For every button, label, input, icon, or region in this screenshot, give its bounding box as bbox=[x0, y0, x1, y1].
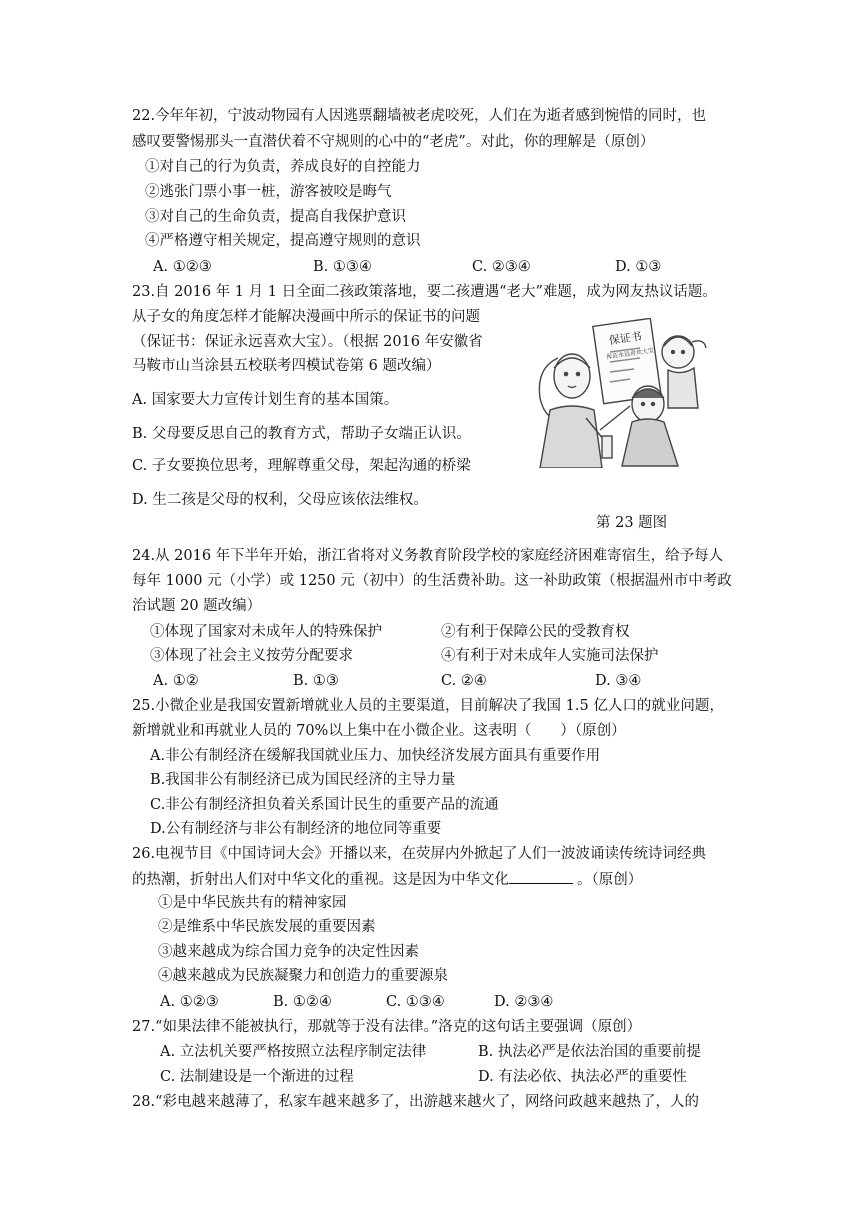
q23-option-a: A. 国家要大力宣传计划生育的基本国策。 bbox=[132, 392, 399, 408]
q24-stem-line2: 每年 1000 元（小学）或 1250 元（初中）的生活费补助。这一补助政策（根据温州市中考政 bbox=[132, 573, 732, 589]
q26-option-c: C. ①③④ bbox=[386, 994, 445, 1010]
q22-stem-line1: 22.今年年初，宁波动物园有人因逃票翻墙被老虎咬死，人们在为逝者感到惋惜的同时，也 bbox=[132, 108, 707, 124]
cartoon-sign-body: 保证永远喜欢大宝 bbox=[605, 347, 655, 361]
q28-stem-line1: 28.“彩电越来越薄了，私家车越来越多了，出游越来越火了，网络问政越来越热了，人的 bbox=[132, 1094, 699, 1110]
q23-stem-line4: 马鞍市山当涂县五校联考四模试卷第 6 题改编） bbox=[132, 358, 441, 374]
q23-option-c: C. 子女要换位思考，理解尊重父母，架起沟通的桥梁 bbox=[132, 458, 471, 474]
q25-stem-line1: 25.小微企业是我国安置新增就业人员的主要渠道，目前解决了我国 1.5 亿人口的就业问题， bbox=[132, 698, 724, 714]
q24-item-3: ③体现了社会主义按劳分配要求 bbox=[150, 648, 353, 664]
q27-option-a: A. 立法机关要严格按照立法程序制定法律 bbox=[160, 1044, 427, 1060]
cartoon-sign-title: 保证书 bbox=[608, 329, 643, 348]
q22-stem-line2: 感叹要警惕那头一直潜伏着不守规则的心中的“老虎”。对此，你的理解是（原创） bbox=[132, 134, 655, 150]
q23-option-b: B. 父母要反思自己的教育方式，帮助子女端正认识。 bbox=[132, 426, 471, 442]
q25-option-d: D.公有制经济与非公有制经济的地位同等重要 bbox=[150, 821, 442, 837]
q24-option-c: C. ②④ bbox=[441, 673, 487, 689]
q24-option-b: B. ①③ bbox=[293, 673, 339, 689]
q24-item-2: ②有利于保障公民的受教育权 bbox=[441, 624, 630, 640]
q22-item-3: ③对自己的生命负责，提高自我保护意识 bbox=[145, 209, 406, 225]
q24-item-4: ④有利于对未成年人实施司法保护 bbox=[441, 648, 659, 664]
q24-stem-line3: 治试题 20 题改编） bbox=[132, 598, 262, 614]
q25-stem-line2: 新增就业和再就业人员的 70%以上集中在小微企业。这表明（ ）（原创） bbox=[132, 723, 626, 739]
q26-stem-line2-tail: 。（原创） bbox=[577, 872, 643, 888]
q27-option-d: D. 有法必依、执法必严的重要性 bbox=[478, 1069, 687, 1085]
q27-option-b: B. 执法必严是依法治国的重要前提 bbox=[478, 1044, 701, 1060]
q24-item-1: ①体现了国家对未成年人的特殊保护 bbox=[150, 624, 382, 640]
q23-stem-line3: （保证书：保证永远喜欢大宝）。（根据 2016 年安徽省 bbox=[132, 334, 483, 350]
q22-option-d: D. ①③ bbox=[615, 259, 662, 275]
q26-option-b: B. ①②④ bbox=[273, 994, 332, 1010]
q26-option-d: D. ②③④ bbox=[494, 994, 554, 1010]
q25-option-b: B.我国非公有制经济已成为国民经济的主导力量 bbox=[150, 772, 456, 788]
q26-item-3: ③越来越成为综合国力竞争的决定性因素 bbox=[158, 944, 419, 960]
q23-figure-caption: 第 23 题图 bbox=[596, 515, 668, 531]
q25-option-c: C.非公有制经济担负着关系国计民生的重要产品的流通 bbox=[150, 797, 499, 813]
q24-option-d: D. ③④ bbox=[595, 673, 642, 689]
q22-item-2: ②逃张门票小事一桩，游客被咬是晦气 bbox=[145, 184, 392, 200]
q26-item-4: ④越来越成为民族凝聚力和创造力的重要源泉 bbox=[158, 968, 448, 984]
q27-stem-line1: 27.“如果法律不能被执行，那就等于没有法律。”洛克的这句话主要强调（原创） bbox=[132, 1019, 642, 1035]
q23-stem-line1: 23.自 2016 年 1 月 1 日全面二孩政策落地，要二孩遭遇“老大”难题，成为网友热议话题。 bbox=[132, 284, 717, 300]
q27-option-c: C. 法制建设是一个渐进的过程 bbox=[160, 1069, 354, 1085]
q26-option-a: A. ①②③ bbox=[160, 994, 219, 1010]
q26-stem-line2-text: 的热潮，折射出人们对中华文化的重视。这是因为中华文化 bbox=[132, 872, 509, 888]
q26-stem-line2 bbox=[132, 869, 642, 890]
q25-option-a: A.非公有制经济在缓解我国就业压力、加快经济发展方面具有重要作用 bbox=[150, 748, 601, 764]
q22-option-a: A. ①②③ bbox=[153, 259, 212, 275]
q24-stem-line1: 24.从 2016 年下半年开始，浙江省将对义务教育阶段学校的家庭经济困难寄宿生，给予每人 bbox=[132, 548, 724, 564]
q22-item-1: ①对自己的行为负责，养成良好的自控能力 bbox=[145, 159, 421, 175]
answer-blank bbox=[509, 869, 573, 884]
cartoon-illustration bbox=[528, 318, 712, 468]
q24-option-a: A. ①② bbox=[153, 673, 199, 689]
q22-option-b: B. ①③④ bbox=[313, 259, 372, 275]
q26-item-1: ①是中华民族共有的精神家园 bbox=[158, 895, 347, 911]
q26-item-2: ②是维系中华民族发展的重要因素 bbox=[158, 919, 376, 935]
q23-stem-line2: 从子女的角度怎样才能解决漫画中所示的保证书的问题 bbox=[132, 309, 480, 325]
q22-item-4: ④严格遵守相关规定，提高遵守规则的意识 bbox=[145, 233, 421, 249]
q23-option-d: D. 生二孩是父母的权利，父母应该依法维权。 bbox=[132, 492, 428, 508]
q26-stem-line1: 26.电视节目《中国诗词大会》开播以来，在荧屏内外掀起了人们一波波诵读传统诗词经典 bbox=[132, 846, 707, 862]
q22-option-c: C. ②③④ bbox=[472, 259, 531, 275]
